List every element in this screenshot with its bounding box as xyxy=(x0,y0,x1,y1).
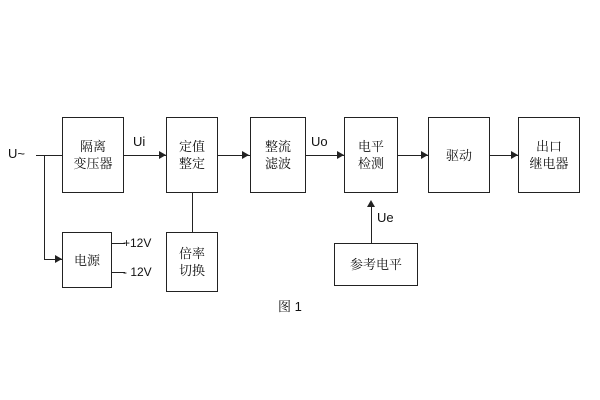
block-level-detect-line2: 检测 xyxy=(357,156,384,171)
arrow-to-level-detect-icon xyxy=(337,151,344,159)
signal-minus12-label: - 12V xyxy=(123,265,152,279)
arrow-to-drive-icon xyxy=(421,151,428,159)
block-output-relay-line1: 出口 xyxy=(535,139,562,154)
block-isolation-transformer xyxy=(62,117,124,193)
arrow-to-power-supply-icon xyxy=(55,255,62,263)
wire-input-to-isolation xyxy=(36,155,62,156)
block-reference-level-line1: 参考电平 xyxy=(349,257,402,272)
arrow-to-rectify-icon xyxy=(242,151,249,159)
block-setting-adjust xyxy=(166,117,218,193)
block-output-relay xyxy=(518,117,580,193)
block-setting-adjust-line2: 整定 xyxy=(178,156,205,171)
block-rectify-filter xyxy=(250,117,306,193)
block-isolation-transformer-line1: 隔离 xyxy=(79,139,106,154)
block-multiplier-switch xyxy=(166,232,218,292)
block-level-detect xyxy=(344,117,398,193)
signal-ui-label: Ui xyxy=(133,134,146,149)
block-isolation-transformer-line2: 变压器 xyxy=(73,156,113,171)
block-setting-adjust-line1: 定值 xyxy=(178,139,205,154)
block-power-supply xyxy=(62,232,112,288)
block-multiplier-switch-line1: 倍率 xyxy=(178,246,205,261)
block-multiplier-switch-line2: 切换 xyxy=(178,263,205,278)
block-rectify-filter-line1: 整流 xyxy=(264,139,291,154)
arrow-to-output-relay-icon xyxy=(511,151,518,159)
block-drive-line1: 驱动 xyxy=(445,147,472,163)
input-label: U~ xyxy=(8,146,25,161)
signal-ue-label: Ue xyxy=(377,210,394,225)
block-rectify-filter-line2: 滤波 xyxy=(264,156,291,171)
signal-uo-label: Uo xyxy=(311,134,328,149)
figure-caption: 图 1 xyxy=(278,299,302,314)
wire-input-branch-down xyxy=(44,155,45,259)
block-level-detect-line1: 电平 xyxy=(357,139,384,154)
block-output-relay-line2: 继电器 xyxy=(529,156,569,171)
block-reference-level xyxy=(334,243,418,286)
signal-plus12-label: +12V xyxy=(123,236,152,250)
wire-reference-to-level xyxy=(371,205,372,243)
block-drive xyxy=(428,117,490,193)
wire-setting-to-multiplier xyxy=(192,193,193,232)
arrow-up-to-level-detect-icon xyxy=(367,200,375,207)
arrow-to-setting-icon xyxy=(159,151,166,159)
block-power-supply-line1: 电源 xyxy=(73,252,100,268)
